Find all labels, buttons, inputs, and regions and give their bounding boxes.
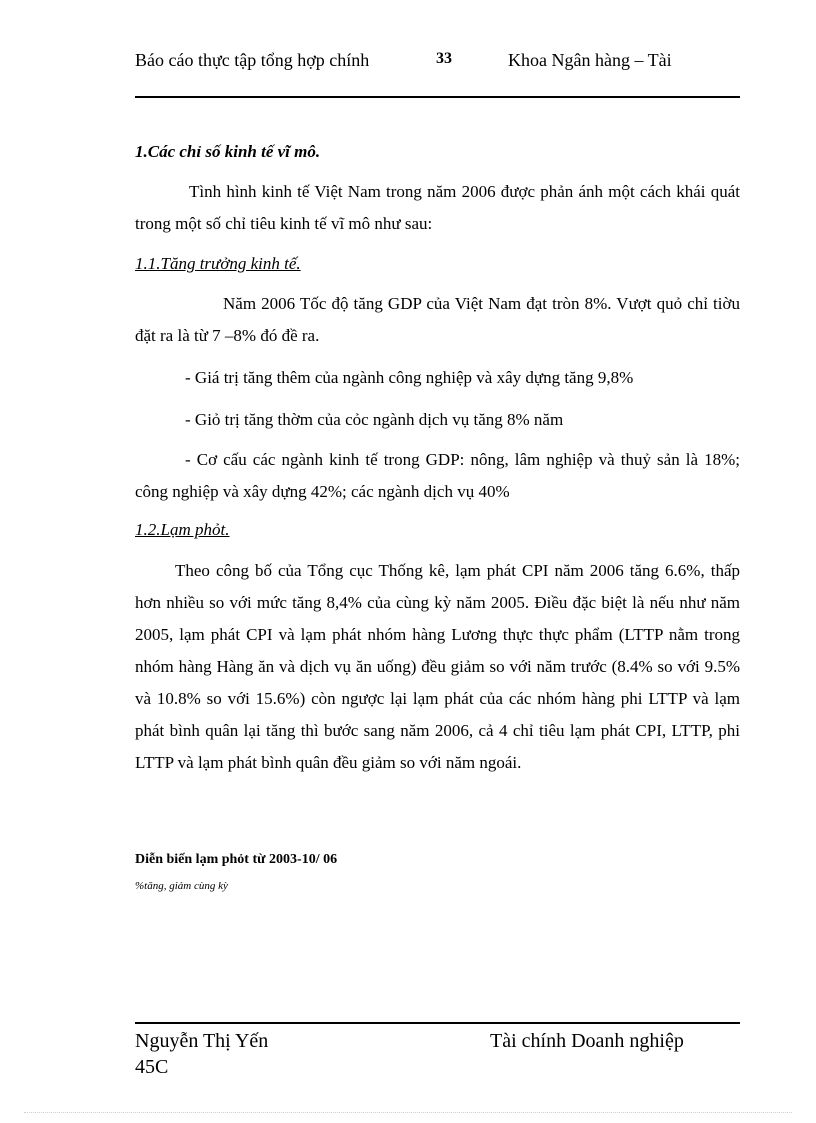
subsection-growth-title: 1.1.Tăng trưởng kinh tế. (135, 254, 301, 273)
growth-paragraph: Năm 2006 Tốc độ tăng GDP của Việt Nam đạt tròn 8%. Vượt quỏ chỉ tiờu đặt ra là từ 7 –8% đó đề ra. (135, 294, 740, 345)
header-faculty: Khoa Ngân hàng – Tài (508, 50, 672, 70)
chart-caption-title: Diễn biến lạm phỏt từ 2003-10/ 06 (135, 852, 338, 867)
page-bottom-dotted-line (24, 1112, 792, 1113)
chart-caption-subtitle: %tăng, giảm cùng kỳ (135, 880, 228, 892)
section-title: 1.Các chỉ số kinh tế vĩ mô. (135, 142, 321, 161)
growth-bullet-2: - Giỏ trị tăng thờm của cỏc ngành dịch vụ tăng 8% năm (185, 410, 564, 429)
growth-bullet-1: - Giá trị tăng thêm của ngành công nghiệp và xây dựng tăng 9,8% (185, 368, 634, 387)
footer-department: Tài chính Doanh nghiệp (490, 1030, 684, 1052)
subsection-inflation-title: 1.2.Lạm phỏt. (135, 520, 230, 539)
page-number: 33 (436, 50, 452, 67)
header-rule (135, 96, 740, 98)
inflation-paragraph: Theo công bố của Tổng cục Thống kê, lạm phát CPI năm 2006 tăng 6.6%, thấp hơn nhiều so với mức tăng 8,4% của cùng kỳ năm 2005. Điều đặc biệt là nếu như năm 2005, lạm phát CPI và lạm phát nhóm hàng Lương thực thực phẩm (LTTP nằm trong nhóm hàng Hàng ăn và dịch vụ ăn uống) đều giảm so với năm trước (8.4% so với 9.5% và 10.8% so với 15.6%) còn ngược lại lạm phát của các nhóm hàng phi LTTP và lạm phát bình quân lại tăng thì bước sang năm 2006, cả 4 chỉ tiêu lạm phát CPI, LTTP, phi LTTP và lạm phát bình quân đều giảm so với năm ngoái. (135, 561, 740, 772)
intro-paragraph: Tình hình kinh tế Việt Nam trong năm 2006 được phản ánh một cách khái quát trong một số chỉ tiêu kinh tế vĩ mô như sau: (135, 182, 740, 233)
footer-author: Nguyễn Thị Yến 45C (135, 1030, 269, 1078)
footer-rule (135, 1022, 740, 1024)
growth-bullet-3: - Cơ cấu các ngành kinh tế trong GDP: nông, lâm nghiệp và thuỷ sản là 18%; công nghiệp và xây dựng 42%; các ngành dịch vụ 40% (135, 450, 740, 501)
header-report-title: Báo cáo thực tập tổng hợp chính (135, 50, 370, 70)
